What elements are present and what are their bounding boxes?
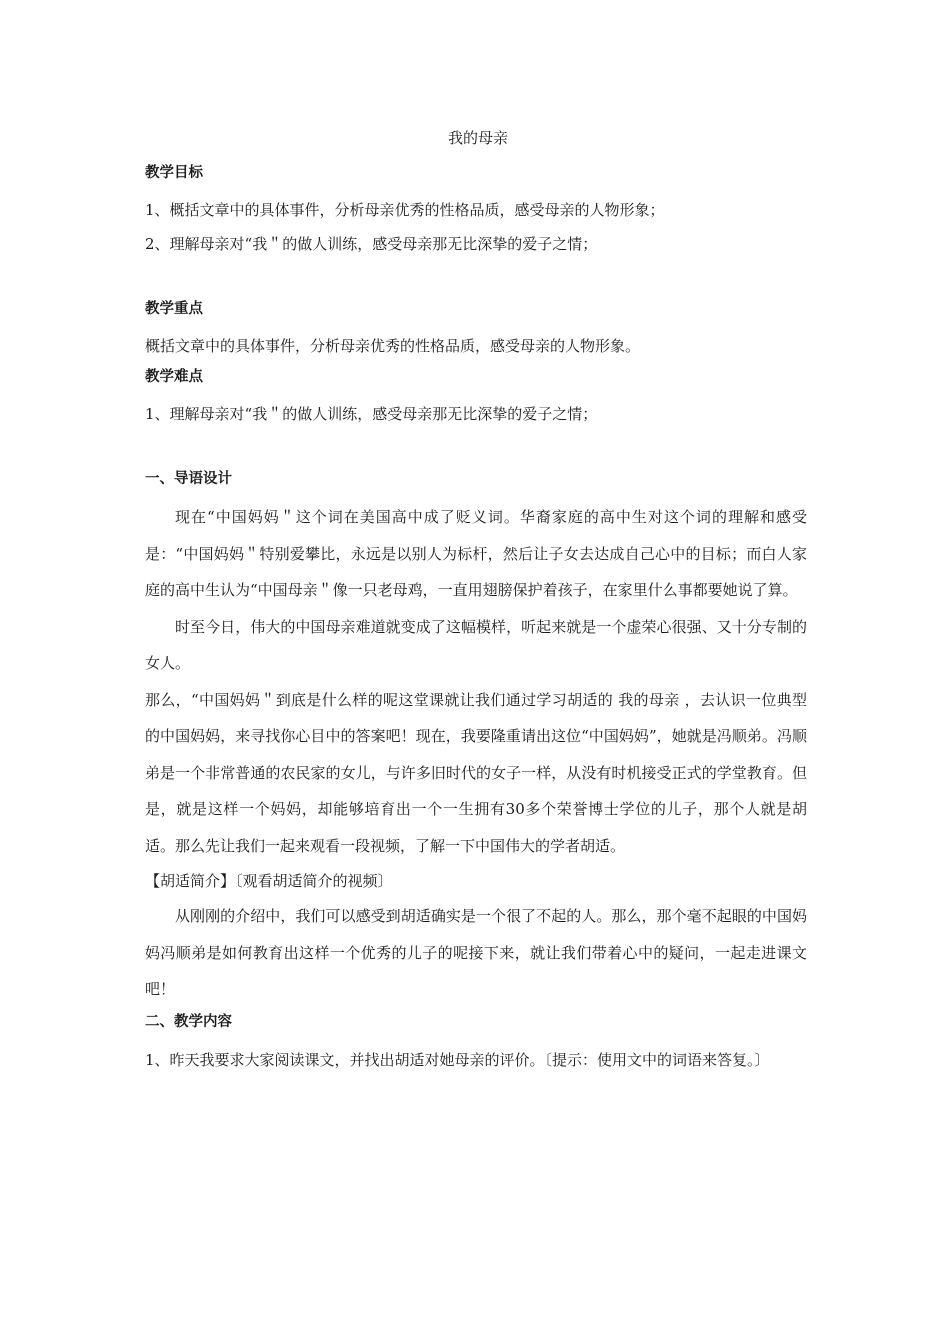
document-title: 我的母亲	[447, 129, 508, 147]
spacer	[145, 261, 807, 295]
objectives-heading: 教学目标	[145, 165, 203, 181]
hushi-intro-note: 【胡适简介】〔观看胡适简介的视频〕	[145, 872, 393, 890]
difficulty-heading: 教学难点	[145, 369, 203, 385]
objective-item-2: 2、理解母亲对“我＂的做人训练，感受母亲那无比深挚的爱子之情；	[145, 235, 598, 253]
intro-paragraph-5: 从刚刚的介绍中，我们可以感受到胡适确实是一个很了不起的人。那么，那个毫不起眼的中国妈妈冯顺弟是如何教育出这样一个优秀的儿子的呢接下来，就让我们带着心中的疑问，一起走进课文吧！	[145, 907, 807, 998]
focus-heading: 教学重点	[145, 301, 203, 317]
content-paragraph-1: 1、昨天我要求大家阅读课文，并找出胡适对她母亲的评价。〔提示：使用文中的词语来答复。〕	[145, 1050, 770, 1069]
section-2-heading: 二、教学内容	[145, 1013, 232, 1030]
spacer	[145, 431, 807, 465]
document-page	[145, 126, 807, 1078]
difficulty-text: 1、理解母亲对“我＂的做人训练，感受母亲那无比深挚的爱子之情；	[145, 405, 598, 423]
intro-paragraph-3: 那么，“中国妈妈＂到底是什么样的呢这堂课就让我们通过学习胡适的 我的母亲 ，去认识一位典型的中国妈妈，来寻找你心目中的答案吧！现在，我要隆重请出这位“中国妈妈”，她就是冯顺弟。冯顺弟是一个非常普通的农民家的女儿，与许多旧时代的女子一样，从没有时机接受正式的学堂教育。但是，就是这样一个妈妈，却能够培育出一个一生拥有30多个荣誉博士学位的儿子，那个人就是胡适。那么先让我们一起来观看一段视频，了解一下中国伟大的学者胡适。	[145, 690, 807, 855]
focus-text: 概括文章中的具体事件，分析母亲优秀的性格品质，感受母亲的人物形象。	[145, 337, 641, 355]
objective-item-1: 1、概括文章中的具体事件，分析母亲优秀的性格品质，感受母亲的人物形象；	[145, 201, 665, 219]
intro-paragraph-2: 时至今日，伟大的中国母亲难道就变成了这幅模样，听起来就是一个虚荣心很强、又十分专制的女人。	[145, 617, 807, 672]
intro-paragraph-1: 现在“中国妈妈＂这个词在美国高中成了贬义词。华裔家庭的高中生对这个词的理解和感受是：“中国妈妈＂特别爱攀比，永远是以别人为标杆，然后让子女去达成自己心中的目标；而白人家庭的高中生认为“中国母亲＂像一只老母鸡，一直用翅膀保护着孩子，在家里什么事都要她说了算。	[145, 508, 807, 599]
section-1-heading: 一、导语设计	[145, 471, 232, 487]
